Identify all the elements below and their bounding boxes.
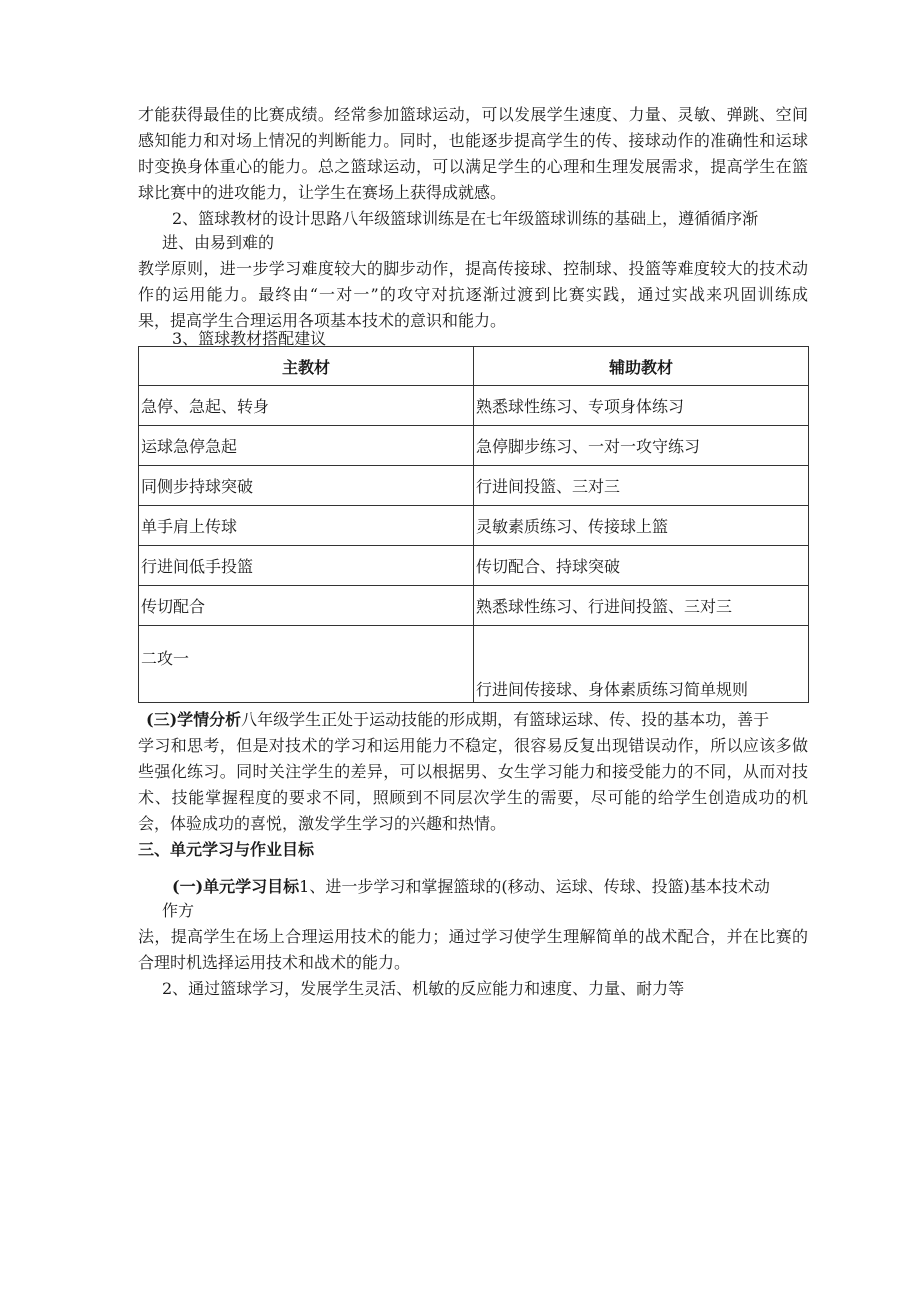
section-2-heading-wrap: 进、由易到难的 (162, 233, 275, 252)
table-cell: 行进间传接球、身体素质练习简单规则 (474, 626, 809, 703)
table-cell: 急停、急起、转身 (139, 386, 474, 426)
paragraph-line: 合理时机选择运用技术和战术的能力。 (138, 953, 411, 972)
analysis-first-line (146, 707, 769, 733)
table-cell: 传切配合、持球突破 (474, 546, 809, 586)
paragraph-line: 作的运用能力。最终由“一对一”的攻守对抗逐渐过渡到比赛实践，通过实战来巩固训练成 (138, 285, 808, 304)
table-cell: 灵敏素质练习、传接球上篮 (474, 506, 809, 546)
table-header: 辅助教材 (474, 347, 809, 386)
paragraph-line: 法，提高学生在场上合理运用技术的能力；通过学习使学生理解简单的战术配合，并在比赛的 (138, 927, 808, 946)
goals-first-line (172, 874, 770, 900)
table-cell: 二攻一 (139, 626, 474, 703)
table-cell: 运球急停急起 (139, 426, 474, 466)
table-row (139, 386, 809, 426)
paragraph-line: 才能获得最佳的比赛成绩。经常参加篮球运动，可以发展学生速度、力量、灵敏、弹跳、空间 (138, 105, 808, 124)
table-cell: 单手肩上传球 (139, 506, 474, 546)
table-cell: 行进间投篮、三对三 (474, 466, 809, 506)
paragraph-line: 术、技能掌握程度的要求不同，照顾到不同层次学生的需要，尽可能的给学生创造成功的机 (138, 788, 808, 807)
section-3-heading: 3、篮球教材搭配建议 (172, 329, 327, 348)
table-cell: 行进间低手投篮 (139, 546, 474, 586)
analysis-first-text: 八年级学生正处于运动技能的形成期，有篮球运球、传、投的基本功，善于 (241, 710, 770, 729)
goals-heading: (一)单元学习目标 (172, 877, 300, 896)
analysis-heading: (三)学情分析 (146, 710, 242, 729)
table-row (139, 466, 809, 506)
table-header-row (139, 347, 809, 386)
table-row (139, 506, 809, 546)
paragraph-line: 感知能力和对场上情况的判断能力。同时，也能逐步提高学生的传、接球动作的准确性和运球 (138, 131, 808, 150)
paragraph-line: 学习和思考，但是对技术的学习和运用能力不稳定，很容易反复出现错误动作，所以应该多做 (138, 736, 808, 755)
section-goals-heading: 三、单元学习与作业目标 (138, 840, 315, 859)
paragraph-line: 些强化练习。同时关注学生的差异，可以根据男、女生学习能力和接受能力的不同，从而对技 (138, 762, 808, 781)
table-header: 主教材 (139, 347, 474, 386)
table-cell: 熟悉球性练习、行进间投篮、三对三 (474, 586, 809, 626)
paragraph-line: 时变换身体重心的能力。总之篮球运动，可以满足学生的心理和生理发展需求，提高学生在篮 (138, 157, 808, 176)
table-cell: 急停脚步练习、一对一攻守练习 (474, 426, 809, 466)
goals-wrap: 作方 (162, 901, 195, 920)
paragraph-line: 教学原则，进一步学习难度较大的脚步动作，提高传接球、控制球、投篮等难度较大的技术动 (138, 259, 808, 278)
table-row (139, 426, 809, 466)
paragraph-line: 会，体验成功的喜悦，激发学生学习的兴趣和热情。 (138, 814, 507, 833)
paragraph-line: 球比赛中的进攻能力，让学生在赛场上获得成就感。 (138, 183, 507, 202)
table-cell: 熟悉球性练习、专项身体练习 (474, 386, 809, 426)
goals-first-text: 1、进一步学习和掌握篮球的(移动、运球、传球、投篮)基本技术动 (299, 877, 770, 896)
table-row (139, 546, 809, 586)
table-cell: 传切配合 (139, 586, 474, 626)
goals-item-2: 2、通过篮球学习，发展学生灵活、机敏的反应能力和速度、力量、耐力等 (162, 979, 685, 998)
materials-table (138, 346, 809, 703)
table-row (139, 586, 809, 626)
table-row (139, 626, 809, 703)
table-cell: 同侧步持球突破 (139, 466, 474, 506)
paragraph-line: 果，提高学生合理运用各项基本技术的意识和能力。 (138, 311, 507, 330)
section-2-heading: 2、篮球教材的设计思路八年级篮球训练是在七年级篮球训练的基础上，遵循循序渐 (172, 209, 759, 228)
